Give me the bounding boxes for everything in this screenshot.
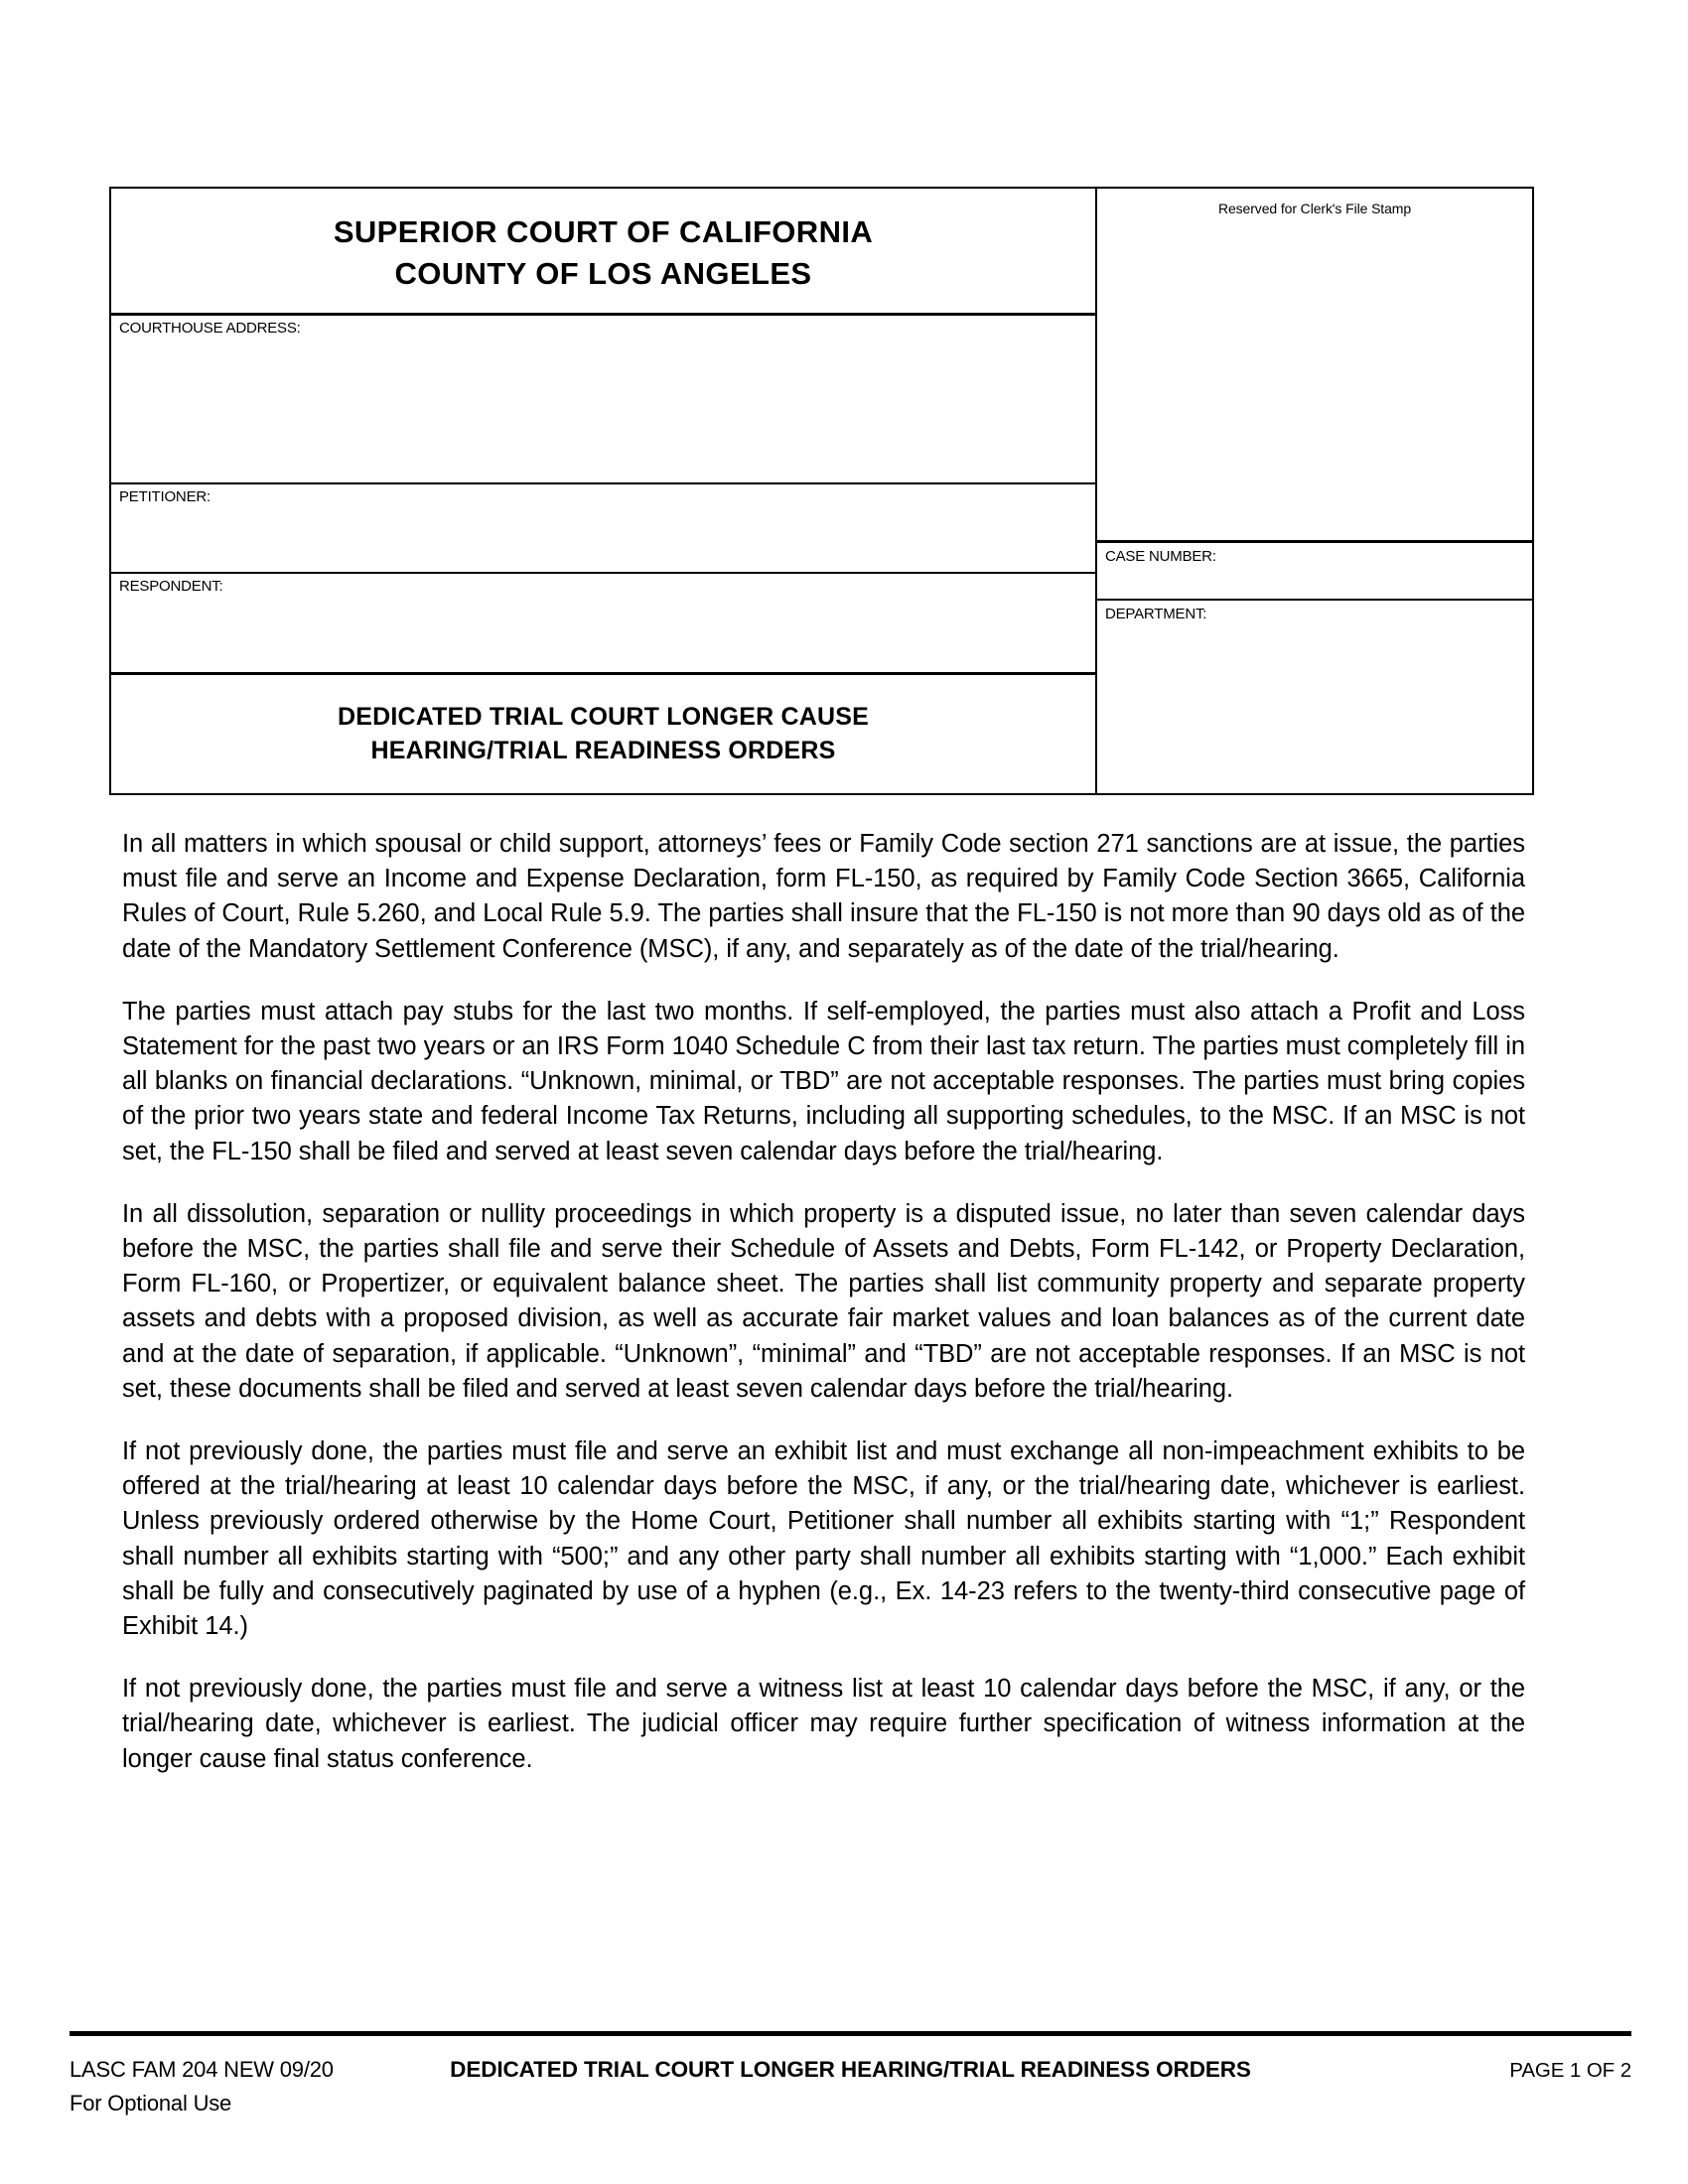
case-number-label: CASE NUMBER: bbox=[1105, 548, 1216, 565]
body-text-area bbox=[122, 827, 1525, 1777]
department-label: DEPARTMENT: bbox=[1105, 606, 1207, 622]
document-title-cell bbox=[111, 674, 1095, 793]
footer-divider bbox=[70, 2031, 1631, 2036]
footer-optional-use: For Optional Use bbox=[70, 2091, 232, 2116]
department-field[interactable] bbox=[1097, 601, 1532, 662]
courthouse-address-label: COURTHOUSE ADDRESS: bbox=[119, 320, 301, 337]
court-title-line-1: SUPERIOR COURT OF CALIFORNIA bbox=[333, 213, 874, 249]
footer-row bbox=[70, 2057, 1631, 2116]
court-title-line-2: COUNTY OF LOS ANGELES bbox=[394, 255, 812, 291]
page-footer bbox=[70, 2057, 1631, 2146]
caption-table bbox=[109, 187, 1534, 795]
body-paragraph: In all matters in which spousal or child support, attorneys’ fees or Family Code section 271 sanctions are at issue, the parties must file and serve an Income and Expense Declaration, form FL-150, as required by Family Code Section 3665, California Rules of Court, Rule 5.260, and Local Rule 5.9. The parties shall insure that the FL-150 is not more than 90 days old as of the date of the Mandatory Settlement Conference (MSC), if any, and separately as of the date of the trial/hearing. bbox=[122, 830, 1525, 963]
body-paragraph: If not previously done, the parties must file and serve a witness list at least 10 calendar days before the MSC, if any, or the trial/hearing date, whichever is earliest. The judicial officer may require further specification of witness information at the longer cause final status conference. bbox=[122, 1675, 1525, 1773]
document-title-line-2: HEARING/TRIAL READINESS ORDERS bbox=[370, 736, 836, 764]
body-paragraph: The parties must attach pay stubs for the last two months. If self-employed, the parties must also attach a Profit and Loss Statement for the past two years or an IRS Form 1040 Schedule C from their last tax return. The parties must completely fill in all blanks on financial declarations. “Unknown, minimal, or TBD” are not acceptable responses. The parties must bring copies of the prior two years state and federal Income Tax Returns, including all supporting schedules, to the MSC. If an MSC is not set, the FL-150 shall be filed and served at least seven calendar days before the trial/hearing. bbox=[122, 997, 1525, 1165]
document-title-line-1: DEDICATED TRIAL COURT LONGER CAUSE bbox=[337, 703, 870, 732]
footer-page-indicator: PAGE 1 OF 2 bbox=[1509, 2059, 1631, 2082]
footer-form-code: LASC FAM 204 NEW 09/20 bbox=[70, 2057, 334, 2082]
petitioner-label: PETITIONER: bbox=[119, 488, 211, 505]
respondent-field[interactable] bbox=[111, 574, 1095, 674]
caption-left-column bbox=[111, 189, 1097, 793]
petitioner-field[interactable] bbox=[111, 484, 1095, 574]
caption-right-column bbox=[1097, 189, 1532, 793]
courthouse-address-field[interactable] bbox=[111, 316, 1095, 484]
body-paragraph: In all dissolution, separation or nullity proceedings in which property is a disputed issue, no later than seven calendar days before the MSC, the parties shall file and serve their Schedule of Assets and Debts, Form FL-142, or Property Declaration, Form FL-160, or Propertizer, or equivalent balance sheet. The parties shall list community property and separate property assets and debts with a proposed division, as well as accurate fair market values and loan balances as of the current date and at the date of separation, if applicable. “Unknown”, “minimal” and “TBD” are not acceptable responses. If an MSC is not set, these documents shall be filed and served at least seven calendar days before the trial/hearing. bbox=[122, 1199, 1525, 1403]
court-title-cell bbox=[111, 189, 1095, 316]
body-paragraph: If not previously done, the parties must file and serve an exhibit list and must exchange all non-impeachment exhibits to be offered at the trial/hearing at least 10 calendar days before the MSC, if any, or the trial/hearing date, whichever is earliest. Unless previously ordered otherwise by the Home Court, Petitioner shall number all exhibits starting with “1;” Respondent shall number all exhibits starting with “500;” and any other party shall number all exhibits starting with “1,000.” Each exhibit shall be fully and consecutively paginated by use of a hyphen (e.g., Ex. 14-23 refers to the twenty-third consecutive page of Exhibit 14.) bbox=[122, 1437, 1525, 1641]
clerk-file-stamp-label: Reserved for Clerk's File Stamp bbox=[1217, 201, 1412, 216]
case-number-field[interactable] bbox=[1097, 543, 1532, 601]
footer-center-title: DEDICATED TRIAL COURT LONGER HEARING/TRIAL READINESS ORDERS bbox=[450, 2057, 1251, 2082]
respondent-label: RESPONDENT: bbox=[119, 578, 223, 595]
clerk-file-stamp-area bbox=[1097, 189, 1532, 543]
